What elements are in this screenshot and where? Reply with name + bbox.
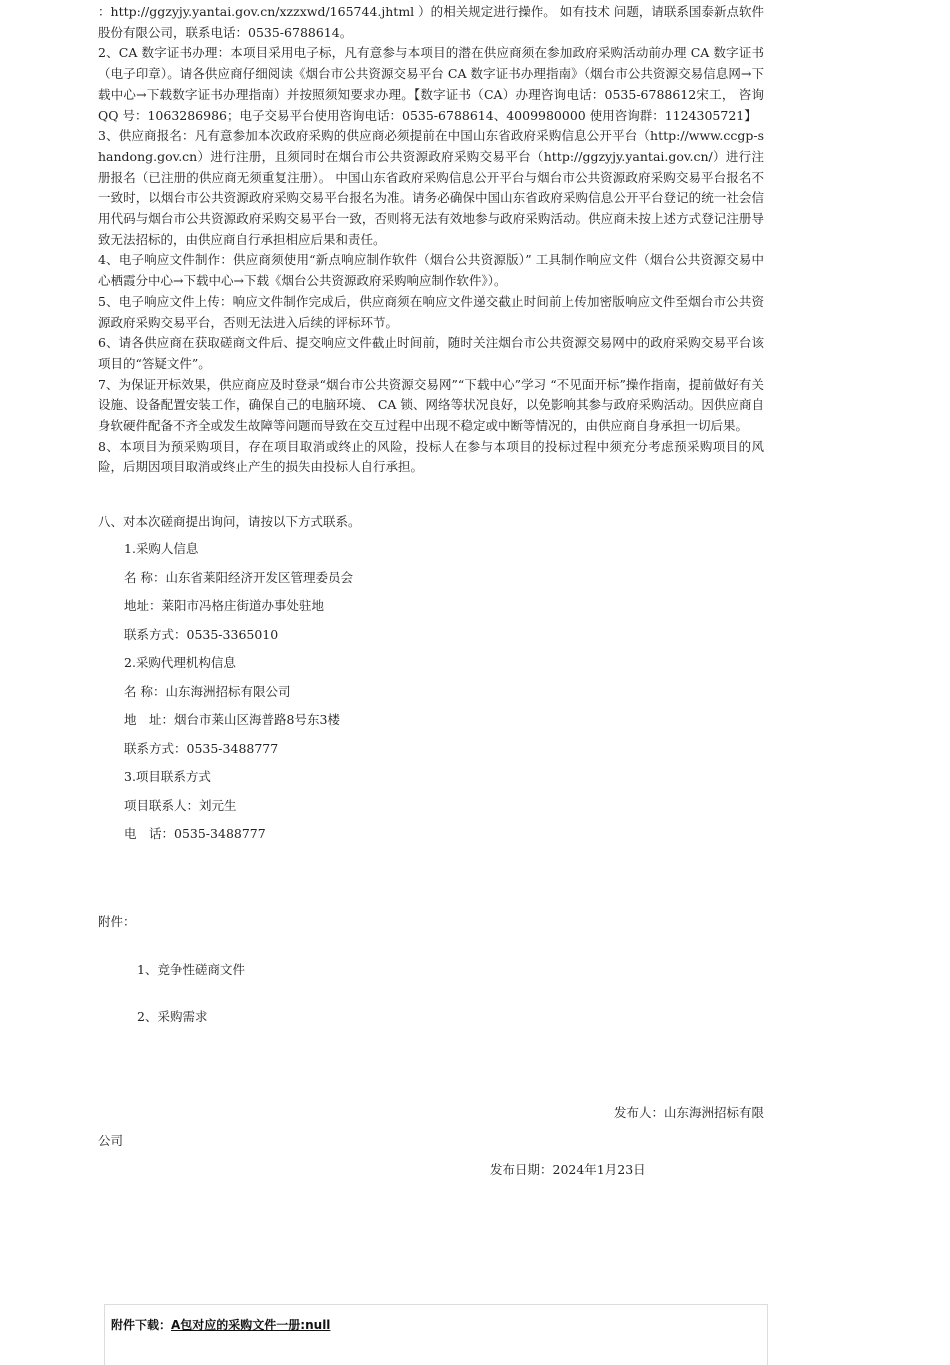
purchaser-phone: 联系方式：0535-3365010 [124,626,279,642]
purchaser-address: 地址：莱阳市冯格庄街道办事处驻地 [124,598,325,614]
paragraph-pre-procurement-risk: 8、本项目为预采购项目，存在项目取消或终止的风险，投标人在参与本项目的投标过程中须充分考虑预采购项目的风险，后期因项目取消或终止产生的损失由投标人自行承担。 [98,438,764,475]
paragraph-supplier-registration: 3、供应商报名：凡有意参加本次政府采购的供应商必须提前在中国山东省政府采购信息公开平台（http://www.ccgp-shandong.gov.cn）进行注册，且须同时在烟台市公共资源政府采购交易平台（http://ggzyjy.yantai.gov.cn/）进行注册报名（已注册的供应商无须重复注册）。 中国山东省政府采购信息公开平台与烟台市公共资源政府采购交易平台报名不一致时，以烟台市公共资源政府采购交易平台报名为准。请务必确保中国山东省政府采购信息公开平台登记的统一社会信用代码与烟台市公共资源政府采购交易平台一致，否则将无法有效地参与政府采购活动。供应商未按上述方式登记注册导致无法招标的，由供应商自行承担相应后果和责任。 [98,128,764,247]
spacer [98,478,764,506]
publisher-line: 发布人：山东海洲招标有限 [613,1104,764,1120]
project-contact-heading: 3.项目联系方式 [124,769,211,785]
spacer [98,1027,764,1103]
section-contact-title: 八、对本次磋商提出询问，请按以下方式联系。 [98,514,361,530]
project-contact-person: 项目联系人：刘元生 [124,797,237,813]
attachment-item-consultation-file: 1、竞争性磋商文件 [137,961,245,977]
paragraph-opening-guidance: 7、为保证开标效果，供应商应及时登录“烟台市公共资源交易网”“下载中心”学习 “不见面开标”操作指南，提前做好有关设施、设备配置安装工作，确保自己的电脑环境、 CA 锁、网络等状况良好，以免影响其参与政府采购活动。因供应商自身软硬件配备不齐全或发生故障等问题而导致在交互过程中出现不稳定或中断等情况的，由供应商自身承担一切后果。 [98,376,764,434]
paragraph-clarification-notice: 6、请各供应商在获取磋商文件后、提交响应文件截止时间前，随时关注烟台市公共资源交易网中的政府采购交易平台该项目的“答疑文件”。 [98,335,764,371]
attachment-download-link[interactable]: A包对应的采购文件一册:null [171,1318,331,1332]
paragraph-tech-support: ：http://ggzyjy.yantai.gov.cn/xzzxwd/165744.jhtml ）的相关规定进行操作。 如有技术 问题，请联系国泰新点软件股份有限公司，联系电话：0535-6788614。 [98,4,764,40]
attachment-download-box [104,1304,768,1365]
spacer [98,1151,764,1160]
spacer [98,932,764,960]
publish-date: 发布日期：2024年1月23日 [490,1161,646,1177]
attachment-item-requirements: 2、采购需求 [137,1008,208,1024]
attachment-download-line [111,1316,330,1333]
paragraph-response-file-upload: 5、电子响应文件上传：响应文件制作完成后，供应商须在响应文件递交截止时间前上传加密版响应文件至烟台市公共资源政府采购交易平台，否则无法进入后续的评标环节。 [98,293,764,330]
agency-info-heading: 2.采购代理机构信息 [124,655,236,671]
spacer [98,853,764,912]
attachment-download-label: 附件下载： [111,1318,172,1332]
spacer [98,980,764,1007]
document-body [98,0,764,1180]
publisher-line-continued: 公司 [98,1132,124,1148]
project-contact-phone: 电 话：0535-3488777 [124,826,266,842]
paragraph-response-file-creation: 4、电子响应文件制作：供应商须使用“新点响应制作软件（烟台公共资源版）” 工具制作响应文件（烟台公共资源交易中心栖霞分中心→下载中心→下载《烟台公共资源政府采购响应制作软件》）。 [98,252,764,289]
purchaser-name: 名 称：山东省莱阳经济开发区管理委员会 [124,569,353,585]
purchaser-info-heading: 1.采购人信息 [124,541,199,557]
paragraph-ca-certificate: 2、CA 数字证书办理：本项目采用电子标，凡有意参与本项目的潜在供应商须在参加政府采购活动前办理 CA 数字证书（电子印章）。请各供应商仔细阅读《烟台市公共资源交易平台 CA 数字证书办理指南》（烟台市公共资源交易信息网→下载中心→下载数字证书办理指南）并按照须知要求办理。【数字证书（CA）办理咨询电话：0535-6788612宋工， 咨询 QQ 号：1063286986；电子交易平台使用咨询电话：0535-6788614、4009980000 使用咨询群：1124305721】 [98,45,764,123]
attachments-label: 附件： [98,913,136,929]
agency-address: 地 址：烟台市莱山区海普路8号东3楼 [124,712,340,728]
agency-phone: 联系方式：0535-3488777 [124,740,279,756]
agency-name: 名 称：山东海洲招标有限公司 [124,683,291,699]
spacer [98,1123,764,1131]
